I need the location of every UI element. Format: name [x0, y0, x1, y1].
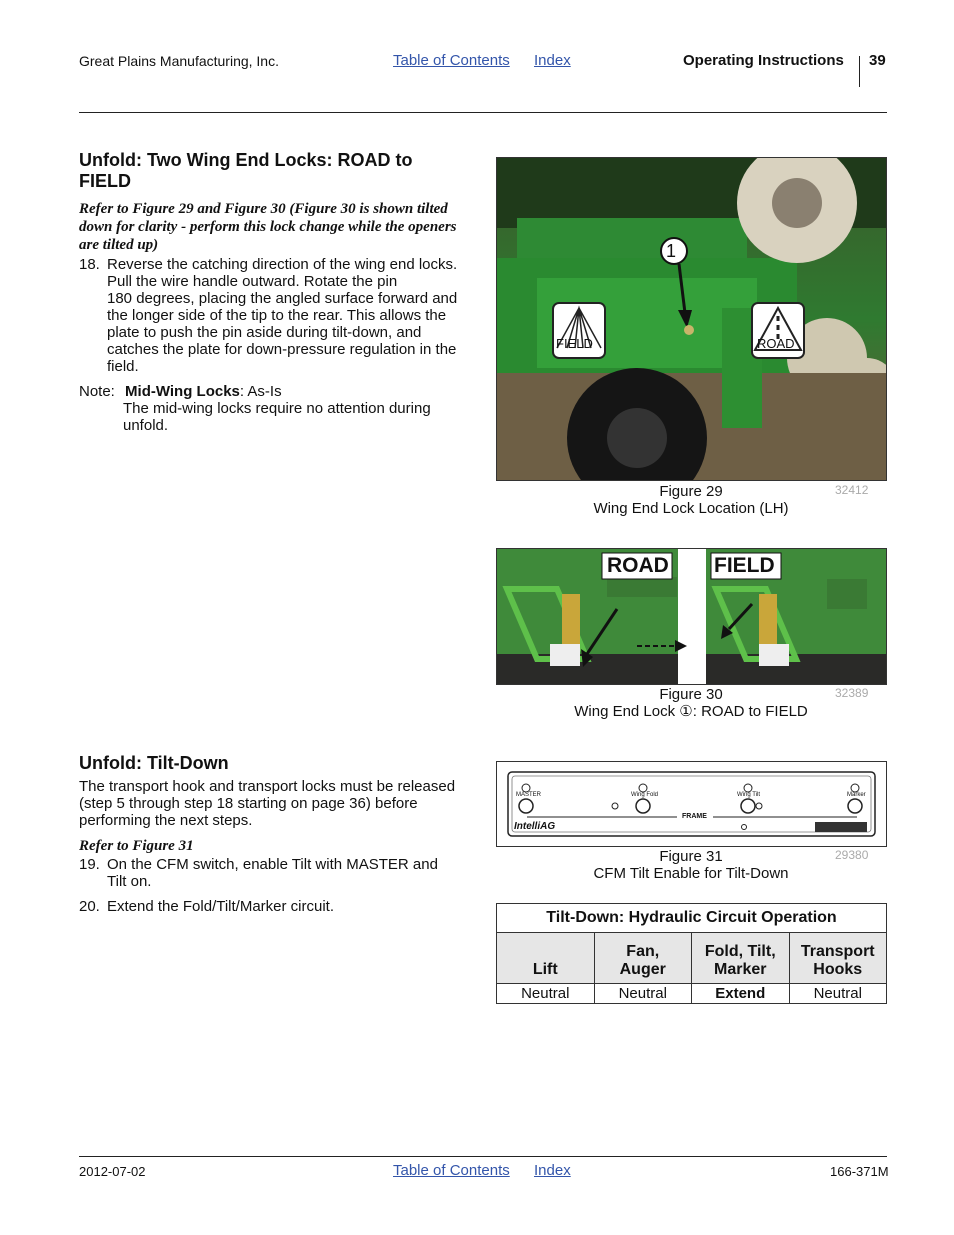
step-line: 180 degrees, placing the angled surface forward and [107, 290, 458, 307]
note-label: Note: [79, 383, 115, 400]
figure30-photo [496, 548, 887, 685]
figure29-title: Figure 29 [659, 483, 723, 500]
section-title: Operating Instructions [683, 52, 844, 69]
panel-label-wing-fold: Wing Fold [631, 792, 659, 798]
figure31-id: 29380 [835, 848, 869, 862]
footer-doc-number: 166-371M [830, 1164, 889, 1179]
figure31-panel [496, 761, 887, 847]
note-line: unfold. [123, 417, 169, 434]
index-link[interactable]: Index [534, 52, 571, 69]
section1-heading: Unfold: Two Wing End Locks: ROAD to FIELD [79, 150, 413, 191]
section2-paragraph [79, 778, 479, 829]
step-line: On the CFM switch, enable Tilt with MASTER and [107, 856, 438, 873]
figure30-title: Figure 30 [659, 686, 723, 703]
panel-frame-label: FRAME [682, 813, 707, 820]
step-line: catches the plate for down-pressure regulation in the [107, 341, 457, 358]
figure29-caption-text: Wing End Lock Location (LH) [593, 500, 789, 517]
step-line: field. [107, 358, 139, 375]
step-line: the longer side of the tip to the rear. This allows the [107, 307, 447, 324]
figure29-id: 32412 [835, 483, 869, 497]
toc-link[interactable]: Table of Contents [393, 52, 510, 69]
hydraulic-table [496, 903, 887, 1004]
table-header-lift: Lift [497, 933, 595, 984]
figure31-caption [536, 848, 846, 882]
header-rule [79, 112, 887, 113]
sign-road: ROAD [757, 336, 795, 351]
para-line: The transport hook and transport locks must be released [79, 778, 456, 795]
step-line: plate to push the pin aside during tilt-down, and [107, 324, 422, 341]
footer-rule [79, 1156, 887, 1157]
panel-label-marker: Marker [847, 792, 866, 798]
step-line: Extend the Fold/Tilt/Marker circuit. [107, 898, 335, 915]
step-line: Reverse the catching direction of the wing end locks. [107, 256, 458, 273]
table-cell-fan-auger: Neutral [594, 984, 692, 1004]
figure30-caption-text: Wing End Lock ①: ROAD to FIELD [574, 703, 808, 720]
footer-toc-link[interactable]: Table of Contents [393, 1162, 510, 1179]
section2-heading: Unfold: Tilt-Down [79, 753, 229, 773]
para-line: performing the next steps. [79, 812, 253, 829]
label-road: ROAD [607, 554, 669, 577]
figure29-photo [496, 157, 887, 481]
figure31-caption-text: CFM Tilt Enable for Tilt-Down [593, 865, 789, 882]
sign-field: FIELD [556, 336, 593, 351]
page-number: 39 [869, 52, 886, 69]
table-header-fan-auger: Fan, Auger [594, 933, 692, 984]
footer-date: 2012-07-02 [79, 1164, 146, 1179]
step-line: Pull the wire handle outward. Rotate the pin [107, 273, 398, 290]
para-line: (step 5 through step 18 starting on page 36) before [79, 795, 418, 812]
note-after: : As-Is [239, 383, 282, 400]
step-number: 19. [79, 856, 100, 873]
figure30-caption [536, 686, 846, 720]
section2-refer: Refer to Figure 31 [79, 838, 194, 854]
figure29-illustration [497, 158, 886, 480]
note-bold: Mid-Wing Locks [125, 383, 240, 400]
step-18 [79, 256, 474, 376]
figure29-caption [536, 483, 846, 517]
step-number: 18. [79, 256, 100, 273]
step-line: Tilt on. [107, 873, 152, 890]
label-field: FIELD [714, 554, 775, 577]
callout-number: 1 [666, 241, 677, 261]
table-cell-lift: Neutral [497, 984, 595, 1004]
figure31-illustration [497, 762, 886, 846]
table-cell-fold-tilt-marker: Extend [692, 984, 790, 1004]
panel-label-wing-tilt: Wing Tilt [737, 792, 761, 798]
figure30-id: 32389 [835, 686, 869, 700]
table-title: Tilt-Down: Hydraulic Circuit Operation [497, 904, 887, 933]
note-line: The mid-wing locks require no attention during [123, 400, 431, 417]
figure30-illustration [497, 549, 886, 684]
figure31-title: Figure 31 [659, 848, 723, 865]
table-header-transport-hooks: Transport Hooks [789, 933, 887, 984]
panel-brand: IntelliAG [514, 821, 556, 832]
table-header-fold-tilt-marker: Fold, Tilt, Marker [692, 933, 790, 984]
panel-label-master: MASTER [516, 792, 542, 798]
note-block [79, 383, 474, 434]
section1-refer: Refer to Figure 29 and Figure 30 (Figure 30 is shown tilted down for clarity - perform this lock change while the openers are tilted up) [79, 201, 457, 253]
step-20 [79, 898, 474, 918]
footer-index-link[interactable]: Index [534, 1162, 571, 1179]
header-divider [859, 56, 860, 87]
step-19 [79, 856, 474, 892]
company-name: Great Plains Manufacturing, Inc. [79, 53, 279, 69]
step-number: 20. [79, 898, 100, 915]
table-cell-transport-hooks: Neutral [789, 984, 887, 1004]
